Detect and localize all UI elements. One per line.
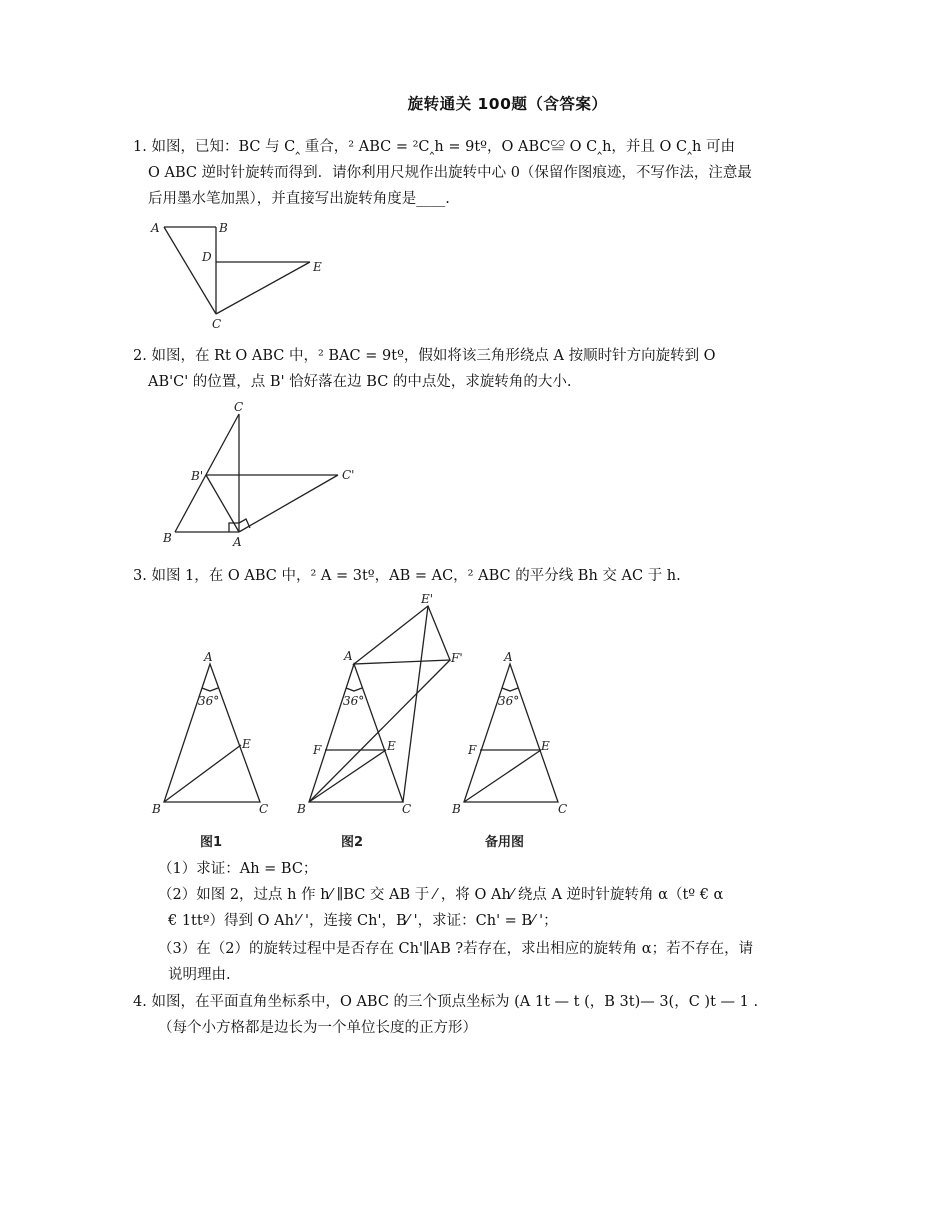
q2-figure (155, 398, 370, 548)
q3-fig3-label-C: C (558, 802, 568, 816)
q3-fig2-label-C: C (402, 802, 412, 816)
q3-figure-1 (148, 645, 278, 855)
q1-label-C: C (212, 317, 222, 331)
q3-figure-2 (290, 588, 470, 853)
q3-line1: 3. 如图 1，在 O ABC 中，² A = 3tº，AB = AC，² ABC 的平分线 Bh 交 AC 于 h. (133, 568, 681, 584)
q3-fig1-caption: 图1 (200, 835, 223, 850)
q3-fig3-label-A: A (504, 650, 513, 664)
q3-figure-backup (448, 645, 578, 855)
q4-line1: 4. 如图，在平面直角坐标系中，O ABC 的三个顶点坐标为 (A 1t — t (，B 3t)— 3(，C )t — 1 . (133, 994, 759, 1010)
q3-fig2-triangle-ABC (309, 664, 403, 802)
q1-line1: 1. 如图，已知：BC 与 C‸ 重合，² ABC = ²C‸h = 9tº，O ABC≌ O C‸h，并且 O C‸h 可由 (133, 139, 735, 155)
q3-fig2-label-Ep: E' (421, 592, 434, 606)
q3-fig1-label-E: E (242, 737, 251, 751)
q3-fig2-segment-BFp (309, 660, 450, 802)
q3-fig3-angle: 36° (498, 694, 520, 708)
q1-label-D: D (202, 250, 212, 264)
q3-sub2-line2: € 1ttº）得到 O Ah'⁄ '，连接 Ch'，B⁄ '，求证：Ch' = B⁄ '； (168, 913, 558, 929)
q1-label-A: A (151, 221, 160, 235)
q3-fig3-caption: 备用图 (485, 835, 525, 850)
q3-sub3-line1: （3）在（2）的旋转过程中是否存在 Ch'∥AB ?若存在，求出相应的旋转角 α；若不存在，请 (158, 941, 754, 957)
q2-line1: 2. 如图，在 Rt O ABC 中，² BAC = 9tº，假如将该三角形绕点 A 按顺时针方向旋转到 O (133, 348, 716, 364)
q1-line3: 后用墨水笔加黑），并直接写出旋转角度是____. (148, 191, 450, 207)
q1-label-E: E (313, 260, 322, 274)
q3-sub1: （1）求证：Ah = BC； (158, 861, 318, 877)
q1-segment-EC (216, 262, 310, 314)
q3-fig1-label-A: A (204, 650, 213, 664)
q3-fig2-label-Fp: F' (451, 651, 463, 665)
q3-fig1-label-C: C (259, 802, 269, 816)
q2-label-A: A (233, 535, 242, 548)
q3-fig2-label-F: F (313, 743, 322, 757)
q3-fig1-angle-arc (202, 688, 218, 691)
q3-fig2-angle: 36° (343, 694, 365, 708)
q3-sub3-line2: 说明理由. (168, 967, 231, 983)
q1-label-B: B (219, 221, 228, 235)
q3-fig3-label-B: B (452, 802, 461, 816)
q2-label-C: C (234, 400, 244, 414)
q3-fig1-triangle-ABC (164, 664, 260, 802)
q3-fig2-triangle-AEpFp (354, 606, 450, 664)
q2-label-Cp: C' (342, 468, 355, 482)
q3-fig1-label-B: B (152, 802, 161, 816)
q3-fig2-segment-BE (309, 750, 386, 802)
q2-label-Bp: B' (191, 469, 204, 483)
q3-fig3-label-E: E (541, 739, 550, 753)
q3-fig2-label-A: A (344, 649, 353, 663)
q2-label-B: B (163, 531, 172, 545)
q3-fig2-label-E: E (387, 739, 396, 753)
q3-fig1-angle: 36° (198, 694, 220, 708)
q2-segment-ACp (239, 475, 338, 532)
q3-fig1-segment-BE (164, 745, 241, 802)
q3-fig3-segment-BE (464, 750, 541, 802)
q1-line2: O ABC 逆时针旋转而得到．请你利用尺规作出旋转中心 0（保留作图痕迹，不写作法，注意最 (148, 165, 752, 181)
q3-fig3-label-F: F (468, 743, 477, 757)
q2-line2: AB'C' 的位置，点 B' 恰好落在边 BC 的中点处，求旋转角的大小. (148, 374, 572, 390)
q3-fig2-angle-arc (346, 688, 362, 691)
q1-figure (140, 215, 340, 335)
q1-segment-AC (164, 227, 216, 314)
q3-fig2-caption: 图2 (341, 835, 364, 850)
q4-line2: （每个小方格都是边长为一个单位长度的正方形） (158, 1020, 477, 1036)
page-title: 旋转通关 100题（含答案） (407, 95, 608, 113)
q3-fig3-angle-arc (502, 688, 518, 691)
q3-sub2-line1: （2）如图 2，过点 h 作 h⁄ ∥BC 交 AB 于 ⁄ ，将 O Ah⁄ 绕点 A 逆时针旋转角 α（tº € α (158, 887, 724, 903)
q3-fig3-triangle-ABC (464, 664, 558, 802)
q3-fig2-label-B: B (297, 802, 306, 816)
